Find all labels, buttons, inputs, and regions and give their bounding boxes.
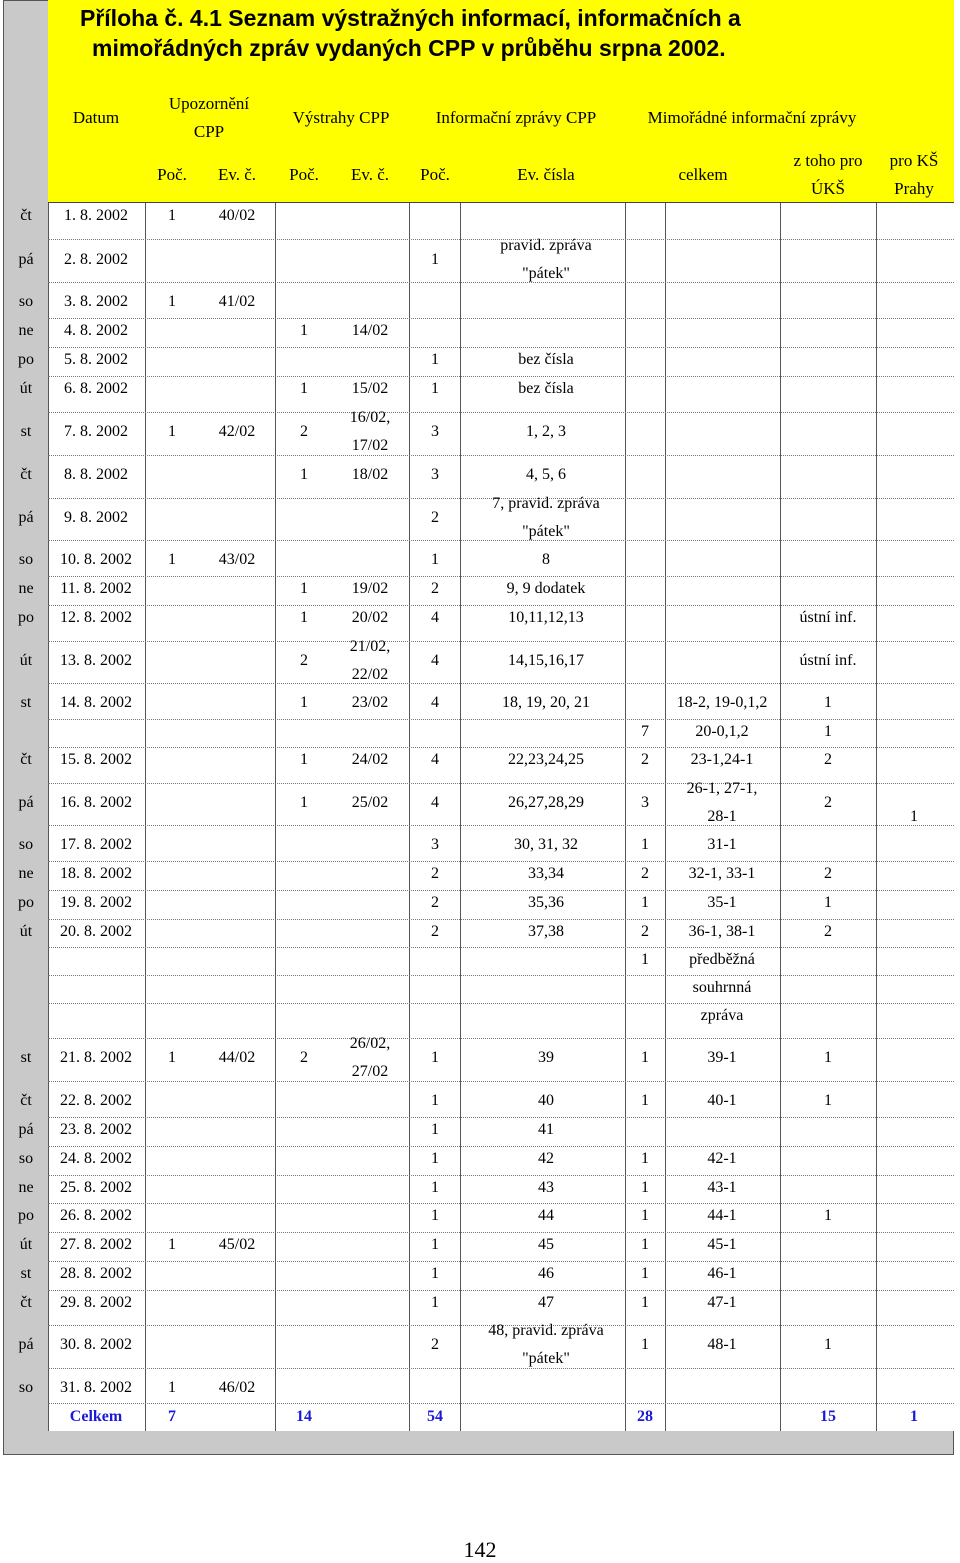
column-divider: [665, 203, 666, 1431]
cell-date: 28. 8. 2002: [60, 1265, 132, 1282]
cell-mimoradne-uks: ústní inf.: [799, 652, 857, 669]
cell-mimoradne-celkem: 1: [641, 1294, 649, 1311]
cell-upozorneni-poc: 1: [168, 423, 176, 440]
cell-mimoradne-ev: 23-1,24-1: [690, 751, 754, 768]
cell-informacni-ev: 45: [538, 1236, 554, 1253]
cell-informacni-poc: 1: [431, 551, 439, 568]
cell-upozorneni-ev: 46/02: [218, 1379, 256, 1396]
cell-informacni-poc: 4: [431, 694, 439, 711]
cell-date: 25. 8. 2002: [60, 1179, 132, 1196]
cell-informacni-ev: 40: [538, 1092, 554, 1109]
cell-vystrahy-poc: 1: [300, 751, 308, 768]
cell-informacni-poc: 1: [431, 1265, 439, 1282]
cell-informacni-poc: 2: [431, 509, 439, 526]
cell-day: út: [19, 380, 33, 397]
header-poc-vystrahy: Poč.: [289, 165, 319, 184]
cell-mimoradne-uks: 2: [824, 794, 832, 811]
cell-informacni-ev: 41: [538, 1121, 554, 1138]
row-separator: [48, 747, 954, 748]
cell-vystrahy-poc: 1: [300, 694, 308, 711]
cell-informacni-poc: 2: [431, 923, 439, 940]
cell-informacni-ev: 10,11,12,13: [508, 609, 584, 626]
cell-upozorneni-ev: 42/02: [218, 423, 256, 440]
header-upozorneni-cpp: CPP: [193, 122, 225, 141]
row-separator: [48, 825, 954, 826]
cell-day: ne: [18, 865, 34, 882]
row-separator: [48, 641, 954, 642]
cell-vystrahy-ev: 18/02: [351, 466, 389, 483]
cell-informacni-ev: 9, 9 dodatek: [506, 580, 586, 597]
cell-mimoradne-uks: 1: [824, 1207, 832, 1224]
cell-day: út: [19, 652, 33, 669]
header-celkem: celkem: [678, 165, 728, 184]
header-ks: pro KŠ: [889, 151, 939, 170]
cell-upozorneni-ev: 45/02: [218, 1236, 256, 1253]
row-separator: [48, 576, 954, 577]
cell-date: 5. 8. 2002: [64, 351, 128, 368]
cell-vystrahy-ev-2: 22/02: [351, 666, 389, 683]
totals-informacni: 54: [427, 1408, 443, 1425]
cell-informacni-poc: 1: [431, 1236, 439, 1253]
cell-mimoradne-celkem: 1: [641, 1265, 649, 1282]
row-separator: [48, 861, 954, 862]
cell-upozorneni-poc: 1: [168, 1049, 176, 1066]
cell-day: st: [20, 694, 32, 711]
cell-informacni-poc: 1: [431, 1179, 439, 1196]
cell-informacni-ev: 48, pravid. zpráva: [488, 1322, 604, 1339]
row-separator: [48, 455, 954, 456]
cell-day: čt: [20, 207, 32, 224]
cell-upozorneni-ev: 44/02: [218, 1049, 256, 1066]
cell-mimoradne-ev: 35-1: [707, 894, 737, 911]
cell-informacni-ev: 43: [538, 1179, 554, 1196]
cell-date: 30. 8. 2002: [60, 1336, 132, 1353]
cell-upozorneni-poc: 1: [168, 1379, 176, 1396]
cell-informacni-poc: 2: [431, 865, 439, 882]
totals-uks: 15: [820, 1408, 836, 1425]
row-separator: [48, 1290, 954, 1291]
cell-informacni-ev: 14,15,16,17: [508, 652, 584, 669]
cell-mimoradne-celkem: 2: [641, 865, 649, 882]
cell-day: ne: [18, 1179, 34, 1196]
cell-mimoradne-celkem: 1: [641, 1236, 649, 1253]
cell-date: 18. 8. 2002: [60, 865, 132, 882]
column-divider: [275, 203, 276, 1431]
header-ev-upozorneni: Ev. č.: [217, 165, 257, 184]
cell-informacni-ev: 35,36: [528, 894, 564, 911]
cell-informacni-ev: 26,27,28,29: [508, 794, 584, 811]
row-separator: [48, 890, 954, 891]
cell-day: pá: [18, 509, 34, 526]
cell-informacni-ev: 1, 2, 3: [526, 423, 566, 440]
cell-upozorneni-ev: 40/02: [218, 207, 256, 224]
cell-informacni-poc: 1: [431, 1150, 439, 1167]
cell-informacni-ev: 8: [542, 551, 550, 568]
cell-date: 7. 8. 2002: [64, 423, 128, 440]
cell-date: 31. 8. 2002: [60, 1379, 132, 1396]
cell-informacni-poc: 1: [431, 1294, 439, 1311]
cell-vystrahy-ev: 14/02: [351, 322, 389, 339]
cell-mimoradne-celkem: 1: [641, 1336, 649, 1353]
cell-date: 16. 8. 2002: [60, 794, 132, 811]
cell-vystrahy-ev: 25/02: [351, 794, 389, 811]
cell-date: 3. 8. 2002: [64, 293, 128, 310]
cell-informacni-ev: 42: [538, 1150, 554, 1167]
cell-vystrahy-poc: 1: [300, 609, 308, 626]
cell-day: čt: [20, 1294, 32, 1311]
cell-day: ne: [18, 580, 34, 597]
cell-date: 29. 8. 2002: [60, 1294, 132, 1311]
cell-day: ne: [18, 322, 34, 339]
cell-mimoradne-uks: 1: [824, 723, 832, 740]
cell-mimoradne-ev: zpráva: [700, 1007, 744, 1024]
cell-informacni-poc: 4: [431, 652, 439, 669]
column-divider: [625, 203, 626, 1431]
cell-mimoradne-ev: 48-1: [707, 1336, 737, 1353]
cell-vystrahy-ev: 15/02: [351, 380, 389, 397]
cell-mimoradne-ev: 18-2, 19-0,1,2: [676, 694, 768, 711]
cell-informacni-ev: bez čísla: [518, 351, 574, 368]
header-datum: Datum: [72, 108, 120, 127]
cell-upozorneni-poc: 1: [168, 551, 176, 568]
cell-upozorneni-poc: 1: [168, 1236, 176, 1253]
cell-mimoradne-uks: 1: [824, 1092, 832, 1109]
row-separator: [48, 919, 954, 920]
cell-vystrahy-ev-2: 27/02: [351, 1063, 389, 1080]
cell-upozorneni-ev: 41/02: [218, 293, 256, 310]
cell-mimoradne-ev: předběžná: [689, 951, 755, 968]
cell-day: čt: [20, 1092, 32, 1109]
column-divider: [876, 203, 877, 1431]
cell-vystrahy-ev: 21/02,: [349, 638, 391, 655]
cell-date: 19. 8. 2002: [60, 894, 132, 911]
cell-date: 9. 8. 2002: [64, 509, 128, 526]
row-separator: [48, 719, 954, 720]
cell-mimoradne-ev: 42-1: [707, 1150, 737, 1167]
cell-day: po: [18, 609, 34, 626]
column-divider: [780, 203, 781, 1431]
cell-mimoradne-ev: 44-1: [707, 1207, 737, 1224]
cell-informacni-ev: 22,23,24,25: [508, 751, 584, 768]
header-poc-upozorneni: Poč.: [157, 165, 187, 184]
cell-mimoradne-ev: 47-1: [707, 1294, 737, 1311]
cell-informacni-poc: 4: [431, 794, 439, 811]
totals-label: Celkem: [69, 1408, 123, 1425]
cell-day: so: [18, 293, 34, 310]
title-line-1: Příloha č. 4.1 Seznam výstražných informací, informačních a: [80, 5, 741, 31]
cell-informacni-poc: 1: [431, 380, 439, 397]
cell-mimoradne-celkem: 1: [641, 1049, 649, 1066]
header-ev-informacni: Ev. čísla: [517, 165, 575, 184]
cell-date: 22. 8. 2002: [60, 1092, 132, 1109]
cell-vystrahy-poc: 1: [300, 794, 308, 811]
cell-day: po: [18, 894, 34, 911]
column-divider: [460, 203, 461, 1431]
cell-date: 24. 8. 2002: [60, 1150, 132, 1167]
cell-upozorneni-poc: 1: [168, 293, 176, 310]
header-uks: z toho pro: [793, 151, 863, 170]
cell-mimoradne-ev: 20-0,1,2: [695, 723, 749, 740]
cell-informacni-ev: 46: [538, 1265, 554, 1282]
cell-informacni-ev: 4, 5, 6: [526, 466, 566, 483]
cell-informacni-ev: pravid. zpráva: [500, 237, 592, 254]
row-separator: [48, 1203, 954, 1204]
cell-informacni-poc: 4: [431, 751, 439, 768]
cell-mimoradne-uks: 1: [824, 1049, 832, 1066]
cell-informacni-ev-2: "pátek": [522, 523, 570, 540]
cell-mimoradne-celkem: 1: [641, 951, 649, 968]
cell-day: čt: [20, 751, 32, 768]
cell-date: 15. 8. 2002: [60, 751, 132, 768]
header-uks-2: ÚKŠ: [810, 179, 846, 198]
cell-mimoradne-celkem: 3: [641, 794, 649, 811]
row-separator: [48, 540, 954, 541]
row-separator: [48, 605, 954, 606]
row-separator: [48, 1175, 954, 1176]
cell-mimoradne-celkem: 1: [641, 894, 649, 911]
cell-informacni-poc: 2: [431, 580, 439, 597]
cell-mimoradne-uks: 1: [824, 894, 832, 911]
cell-informacni-poc: 3: [431, 836, 439, 853]
cell-day: st: [20, 1265, 32, 1282]
cell-informacni-ev: bez čísla: [518, 380, 574, 397]
row-separator: [48, 376, 954, 377]
cell-mimoradne-uks: 1: [824, 694, 832, 711]
cell-informacni-poc: 1: [431, 1121, 439, 1138]
row-separator: [48, 947, 954, 948]
cell-mimoradne-uks: 2: [824, 923, 832, 940]
cell-day: pá: [18, 794, 34, 811]
row-separator: [48, 1146, 954, 1147]
cell-informacni-ev: 33,34: [528, 865, 564, 882]
cell-mimoradne-ks: 1: [910, 808, 918, 825]
cell-informacni-ev: 47: [538, 1294, 554, 1311]
column-divider: [48, 203, 49, 1431]
column-divider: [145, 203, 146, 1431]
cell-mimoradne-uks: 1: [824, 1336, 832, 1353]
cell-informacni-poc: 3: [431, 423, 439, 440]
page-title: [80, 3, 741, 63]
cell-mimoradne-ev: 31-1: [707, 836, 737, 853]
cell-vystrahy-poc: 2: [300, 1049, 308, 1066]
cell-date: 14. 8. 2002: [60, 694, 132, 711]
row-separator: [48, 783, 954, 784]
cell-informacni-poc: 1: [431, 351, 439, 368]
row-separator: [48, 1368, 954, 1369]
cell-date: 1. 8. 2002: [64, 207, 128, 224]
header-poc-informacni: Poč.: [420, 165, 450, 184]
cell-vystrahy-poc: 2: [300, 652, 308, 669]
cell-informacni-poc: 4: [431, 609, 439, 626]
cell-mimoradne-ev: 40-1: [707, 1092, 737, 1109]
cell-day: so: [18, 836, 34, 853]
cell-mimoradne-ev: 43-1: [707, 1179, 737, 1196]
row-separator: [48, 683, 954, 684]
page-number: 142: [463, 1537, 497, 1562]
cell-upozorneni-poc: 1: [168, 207, 176, 224]
cell-informacni-poc: 1: [431, 251, 439, 268]
cell-informacni-ev-2: "pátek": [522, 265, 570, 282]
row-separator: [48, 318, 954, 319]
cell-date: 17. 8. 2002: [60, 836, 132, 853]
cell-upozorneni-ev: 43/02: [218, 551, 256, 568]
cell-mimoradne-uks: 2: [824, 751, 832, 768]
cell-informacni-ev: 7, pravid. zpráva: [492, 495, 600, 512]
cell-informacni-poc: 2: [431, 1336, 439, 1353]
header-upozorneni: Upozornění: [168, 94, 250, 113]
cell-vystrahy-ev: 16/02,: [349, 409, 391, 426]
totals-upozorneni: 7: [168, 1408, 176, 1425]
header-mimoradne: Mimořádné informační zprávy: [647, 108, 857, 127]
cell-informacni-poc: 1: [431, 1049, 439, 1066]
cell-vystrahy-ev: 26/02,: [349, 1035, 391, 1052]
header-informacni: Informační zprávy CPP: [435, 108, 597, 127]
cell-informacni-ev: 18, 19, 20, 21: [502, 694, 590, 711]
cell-day: út: [19, 923, 33, 940]
cell-date: 6. 8. 2002: [64, 380, 128, 397]
column-divider: [409, 203, 410, 1431]
cell-informacni-poc: 2: [431, 894, 439, 911]
cell-informacni-poc: 1: [431, 1092, 439, 1109]
cell-day: pá: [18, 1121, 34, 1138]
cell-vystrahy-poc: 2: [300, 423, 308, 440]
cell-informacni-ev-2: "pátek": [522, 1350, 570, 1367]
cell-date: 2. 8. 2002: [64, 251, 128, 268]
cell-mimoradne-celkem: 1: [641, 1207, 649, 1224]
table-body: [48, 203, 954, 1431]
cell-day: po: [18, 1207, 34, 1224]
cell-date: 26. 8. 2002: [60, 1207, 132, 1224]
cell-mimoradne-celkem: 1: [641, 1179, 649, 1196]
row-separator: [48, 412, 954, 413]
cell-date: 8. 8. 2002: [64, 466, 128, 483]
cell-day: so: [18, 551, 34, 568]
cell-mimoradne-ev: souhrnná: [692, 979, 752, 996]
cell-informacni-ev: 37,38: [528, 923, 564, 940]
cell-date: 21. 8. 2002: [60, 1049, 132, 1066]
cell-mimoradne-ev-2: 28-1: [707, 808, 737, 825]
cell-vystrahy-ev-2: 17/02: [351, 437, 389, 454]
cell-day: čt: [20, 466, 32, 483]
cell-mimoradne-uks: 2: [824, 865, 832, 882]
cell-mimoradne-celkem: 2: [641, 923, 649, 940]
cell-mimoradne-ev: 39-1: [707, 1049, 737, 1066]
totals-vystrahy: 14: [296, 1408, 312, 1425]
header-vystrahy: Výstrahy CPP: [292, 108, 390, 127]
cell-vystrahy-poc: 1: [300, 466, 308, 483]
cell-mimoradne-celkem: 2: [641, 751, 649, 768]
cell-vystrahy-ev: 19/02: [351, 580, 389, 597]
header-ks-2: Prahy: [894, 179, 934, 198]
cell-informacni-ev: 44: [538, 1207, 554, 1224]
cell-mimoradne-uks: ústní inf.: [799, 609, 857, 626]
row-separator: [48, 1081, 954, 1082]
totals-mimoradne: 28: [637, 1408, 653, 1425]
cell-informacni-poc: 3: [431, 466, 439, 483]
cell-mimoradne-celkem: 1: [641, 1150, 649, 1167]
row-separator: [48, 1003, 954, 1004]
cell-date: 20. 8. 2002: [60, 923, 132, 940]
cell-date: 4. 8. 2002: [64, 322, 128, 339]
row-separator: [48, 1117, 954, 1118]
cell-vystrahy-ev: 24/02: [351, 751, 389, 768]
cell-date: 11. 8. 2002: [60, 580, 132, 597]
cell-day: st: [20, 423, 32, 440]
header-ev-vystrahy: Ev. č.: [350, 165, 390, 184]
row-separator: [48, 975, 954, 976]
cell-mimoradne-celkem: 7: [641, 723, 649, 740]
cell-mimoradne-celkem: 1: [641, 836, 649, 853]
cell-vystrahy-poc: 1: [300, 322, 308, 339]
cell-date: 27. 8. 2002: [60, 1236, 132, 1253]
cell-date: 12. 8. 2002: [60, 609, 132, 626]
cell-mimoradne-ev: 32-1, 33-1: [688, 865, 756, 882]
row-separator: [48, 1261, 954, 1262]
cell-mimoradne-ev: 45-1: [707, 1236, 737, 1253]
cell-vystrahy-ev: 20/02: [351, 609, 389, 626]
cell-date: 13. 8. 2002: [60, 652, 132, 669]
cell-day: st: [20, 1049, 32, 1066]
cell-vystrahy-poc: 1: [300, 580, 308, 597]
row-separator: [48, 1232, 954, 1233]
cell-day: pá: [18, 1336, 34, 1353]
cell-day: so: [18, 1150, 34, 1167]
cell-mimoradne-ev: 26-1, 27-1,: [686, 780, 758, 797]
cell-day: so: [18, 1379, 34, 1396]
cell-vystrahy-ev: 23/02: [351, 694, 389, 711]
cell-mimoradne-celkem: 1: [641, 1092, 649, 1109]
row-separator: [48, 1038, 954, 1039]
cell-mimoradne-ev: 46-1: [707, 1265, 737, 1282]
cell-informacni-poc: 1: [431, 1207, 439, 1224]
cell-day: pá: [18, 251, 34, 268]
cell-day: út: [19, 1236, 33, 1253]
cell-vystrahy-poc: 1: [300, 380, 308, 397]
title-line-2: mimořádných zpráv vydaných CPP v průběhu srpna 2002.: [92, 35, 726, 61]
cell-day: po: [18, 351, 34, 368]
totals-ks: 1: [910, 1408, 918, 1425]
row-separator: [48, 347, 954, 348]
row-separator: [48, 1403, 954, 1404]
cell-informacni-ev: 39: [538, 1049, 554, 1066]
cell-informacni-ev: 30, 31, 32: [514, 836, 578, 853]
row-separator: [48, 282, 954, 283]
cell-mimoradne-ev: 36-1, 38-1: [688, 923, 756, 940]
cell-date: 10. 8. 2002: [60, 551, 132, 568]
cell-date: 23. 8. 2002: [60, 1121, 132, 1138]
